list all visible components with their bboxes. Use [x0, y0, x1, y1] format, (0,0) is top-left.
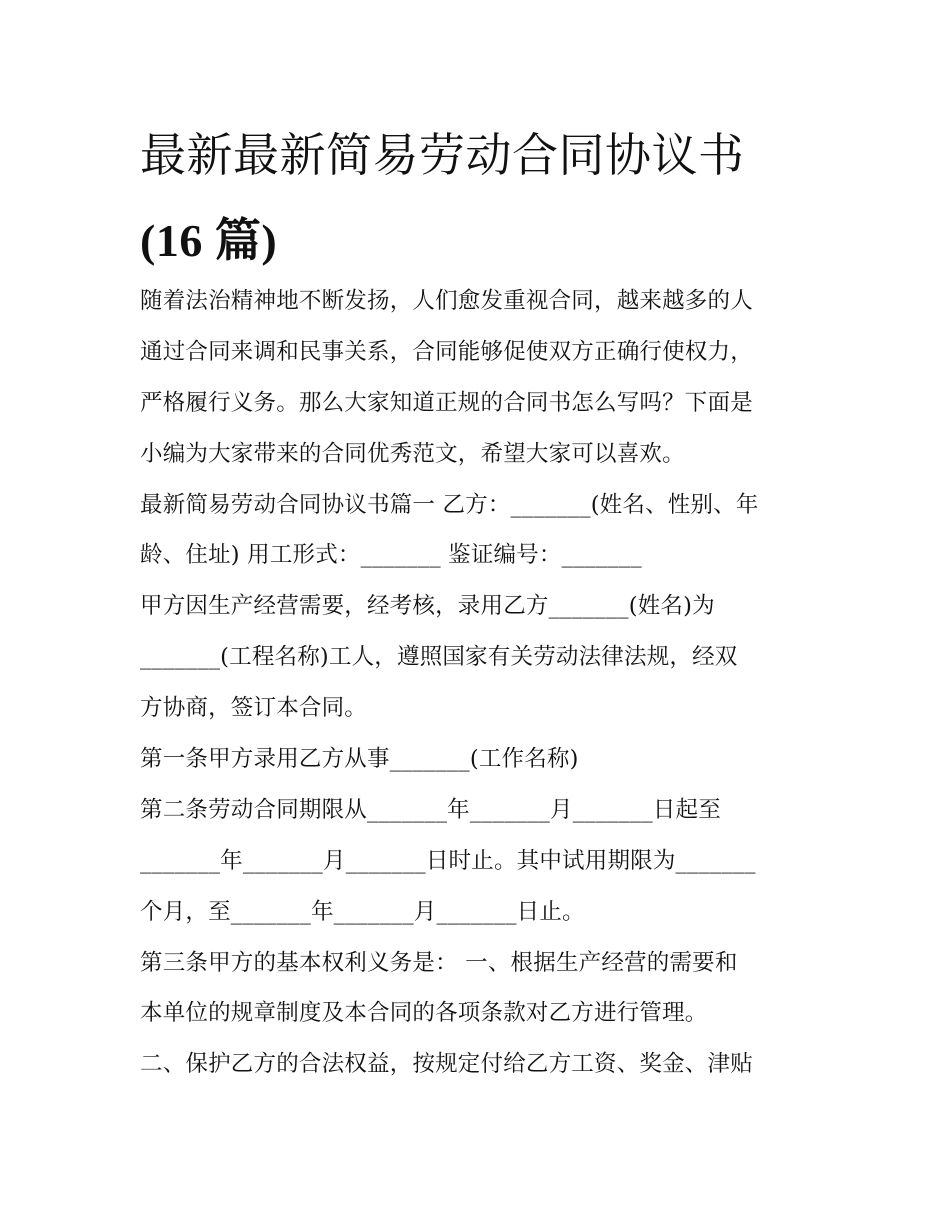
body-line: _______年_______月_______日时止。其中试用期限为_______ — [140, 847, 756, 874]
title-line-2: (16 篇) — [140, 215, 278, 266]
body-line: 第二条劳动合同期限从_______年_______月_______日起至 — [140, 796, 721, 823]
body-line: 龄、住址) 用工形式：_______ 鉴证编号：_______ — [140, 542, 642, 569]
document-body — [140, 276, 812, 1090]
body-line: 最新简易劳动合同协议书篇一 乙方：_______(姓名、性别、年 — [140, 491, 759, 518]
body-line: 本单位的规章制度及本合同的各项条款对乙方进行管理。 — [140, 1000, 708, 1027]
body-line: 第三条甲方的基本权利义务是： 一、根据生产经营的需要和 — [140, 949, 738, 976]
document-title — [140, 112, 840, 284]
title-line-1: 最新最新简易劳动合同协议书 — [140, 128, 745, 182]
body-line: 通过合同来调和民事关系，合同能够促使双方正确行使权力， — [140, 338, 753, 365]
body-line: 随着法治精神地不断发扬，人们愈发重视合同，越来越多的人 — [140, 288, 753, 314]
body-line: 第一条甲方录用乙方从事_______(工作名称) — [140, 746, 579, 773]
body-line: 甲方因生产经营需要，经考核，录用乙方_______(姓名)为 — [140, 593, 715, 620]
body-line: 个月，至_______年_______月_______日止。 — [140, 898, 585, 925]
body-line: 小编为大家带来的合同优秀范文，希望大家可以喜欢。 — [140, 440, 685, 467]
body-line: _______(工程名称)工人，遵照国家有关劳动法律法规，经双 — [140, 644, 738, 671]
body-line: 严格履行义务。那么大家知道正规的合同书怎么写吗？下面是 — [140, 389, 753, 416]
body-line: 二、保护乙方的合法权益，按规定付给乙方工资、奖金、津贴 — [140, 1051, 753, 1078]
body-line: 方协商，签订本合同。 — [140, 695, 368, 722]
